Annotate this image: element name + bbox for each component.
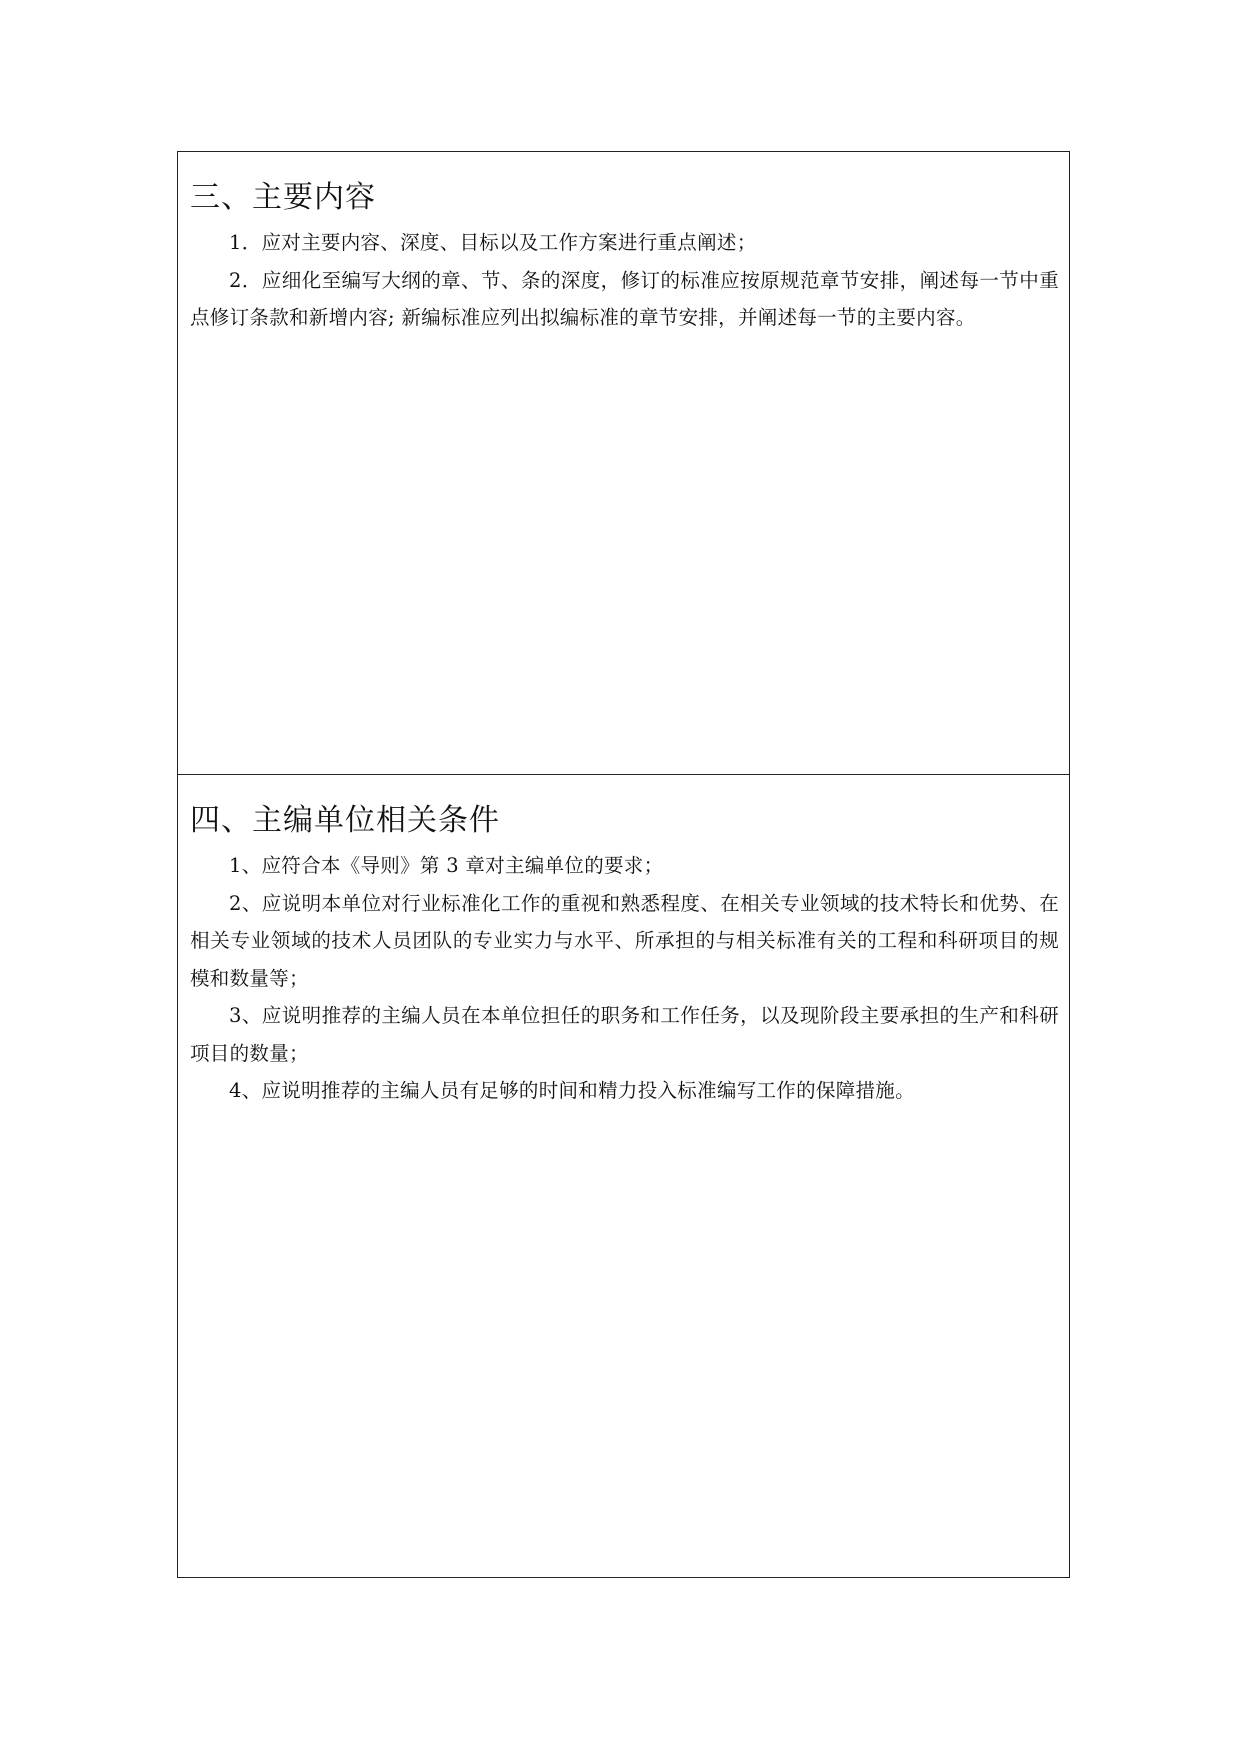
form-table <box>177 151 1070 1578</box>
requirement-item: 2、应说明本单位对行业标准化工作的重视和熟悉程度、在相关专业领域的技术特长和优势、在相关专业领域的技术人员团队的专业实力与水平、所承担的与相关标准有关的工程和科研项目的规模和数量等； <box>190 891 1059 990</box>
section-title: 三、主要内容 <box>190 180 376 215</box>
requirement-item: 2．应细化至编写大纲的章、节、条的深度，修订的标准应按原规范章节安排，阐述每一节中重点修订条款和新增内容; 新编标准应列出拟编标准的章节安排，并阐述每一节的主要内容。 <box>190 268 1059 329</box>
requirement-item: 1、应符合本《导则》第 3 章对主编单位的要求； <box>229 854 664 877</box>
requirement-item: 1．应对主要内容、深度、目标以及工作方案进行重点阐述； <box>229 231 757 254</box>
requirement-item: 4、应说明推荐的主编人员有足够的时间和精力投入标准编写工作的保障措施。 <box>229 1079 915 1102</box>
requirement-item: 3、应说明推荐的主编人员在本单位担任的职务和工作任务，以及现阶段主要承担的生产和科研项目的数量； <box>190 1004 1059 1065</box>
section-editor-conditions <box>178 775 1069 1577</box>
section-main-content <box>178 152 1069 775</box>
section-title: 四、主编单位相关条件 <box>190 803 500 838</box>
